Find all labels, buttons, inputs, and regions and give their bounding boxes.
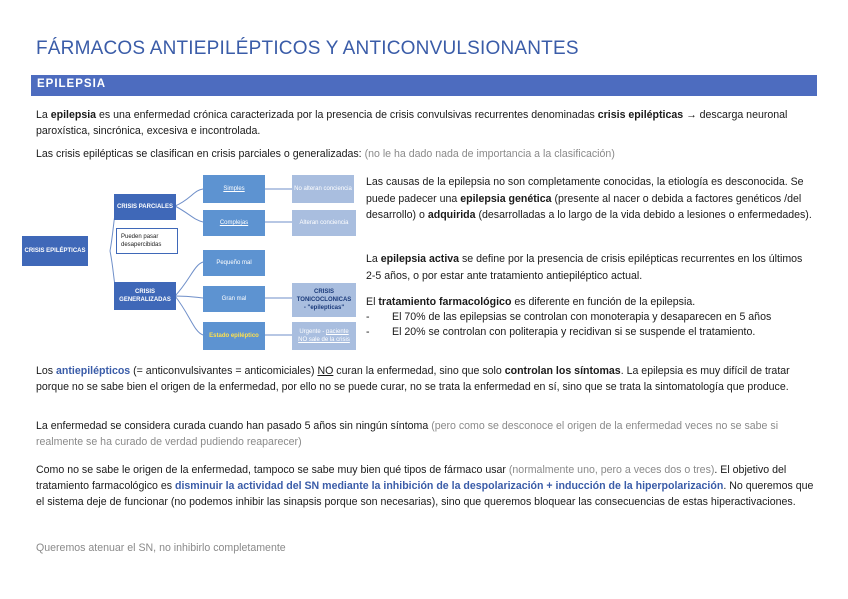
paragraph-definition: La epilepsia es una enfermedad crónica caracterizada por la presencia de crisis convulsivas recurrentes denominadas crisis epilépticas → descarga neuronal paroxística, sincrónica, excesiva e incontrolada. bbox=[36, 109, 788, 137]
paragraph-objective: Como no se sabe le origen de la enfermedad, tampoco se sabe muy bien qué tipos de fármaco usar (normalmente uno, pero a veces dos o tres). El objetivo del tratamiento farmacológico es disminuir la actividad del SN mediante la inhibición de la despolarización + inducción de la hiperpolarización. No queremos que el sistema deje de funcionar (no podemos inhibir las sinapsis porque son necesarias), sino que queremos bloquear las consecuencias de estas hiperactivaciones. bbox=[36, 464, 814, 508]
diagram-generalizadas: CRISIS GENERALIZADAS bbox=[114, 282, 176, 310]
paragraph-antiepileptics: Los antiepilépticos (= anticonvulsivantes = anticomiciales) NO curan la enfermedad, sino que solo controlan los síntomas. La epilepsia es muy difícil de tratar porque no se sabe bien el origen de la enfermedad, por ello no se puede curar, no se trata la enfermedad en sí, sino que se trata la sintomatología que produce. bbox=[36, 365, 790, 393]
diagram-no-alteran: No alteran conciencia bbox=[292, 175, 354, 203]
page-title: FÁRMACOS ANTIEPILÉPTICOS Y ANTICONVULSIONANTES bbox=[36, 38, 579, 59]
diagram-simples: Simples bbox=[203, 175, 265, 203]
paragraph-cure: La enfermedad se considera curada cuando han pasado 5 años sin ningún síntoma (pero como se desconoce el origen de la enfermedad veces no se sabe si realmente se ha curado de verdad pudiendo reaparecer) bbox=[36, 420, 779, 448]
paragraph-active: La epilepsia activa se define por la presencia de crisis epilépticas recurrentes en los últimos 2-5 años, o por estar ante tratamiento antiepiléptico actual. bbox=[366, 253, 803, 282]
diagram-note: Pueden pasar desapercibidas bbox=[116, 228, 178, 254]
diagram-estado: Estado epiléptico bbox=[203, 322, 265, 350]
section-banner bbox=[31, 75, 817, 96]
section-title: EPILEPSIA bbox=[37, 78, 107, 90]
paragraph-causes: Las causas de la epilepsia no son completamente conocidas, la etiología es desconocida. Se puede padecer una epilepsia genética (presente al nacer o debida a factores genéticos /del desarrollo) o adquirida (desarrolladas a lo largo de la vida debido a lesiones o enfermedades). bbox=[366, 176, 812, 222]
diagram-parciales: CRISIS PARCIALES bbox=[114, 194, 176, 220]
diagram-urgente: Urgente - paciente NO sale de la crisis bbox=[292, 322, 356, 350]
list-item: - El 20% se controlan con politerapia y recidivan si se suspende el tratamiento. bbox=[366, 326, 756, 338]
classification-diagram bbox=[22, 170, 362, 352]
diagram-tonicoclonicas: CRISIS TONICOCLONICAS - "epilepticas" bbox=[292, 283, 356, 317]
diagram-pequeno-mal: Pequeño mal bbox=[203, 250, 265, 276]
paragraph-treatment: El tratamiento farmacológico es diferente en función de la epilepsia. - El 70% de las epilepsias se controlan con monoterapia y desaparecen en 5 años - El 20% se controlan con politerapia y recidivan si se suspende el tratamiento. bbox=[366, 295, 812, 340]
paragraph-closing: Queremos atenuar el SN, no inhibirlo completamente bbox=[36, 542, 286, 554]
diagram-complejas: Complejas bbox=[203, 210, 265, 236]
diagram-alteran: Alteran conciencia bbox=[292, 210, 356, 236]
diagram-gran-mal: Gran mal bbox=[203, 286, 265, 312]
list-item: - El 70% de las epilepsias se controlan con monoterapia y desaparecen en 5 años bbox=[366, 311, 772, 323]
paragraph-classification: Las crisis epilépticas se clasifican en crisis parciales o generalizadas: (no le ha dado nada de importancia a la clasificación) bbox=[36, 148, 615, 160]
diagram-root: CRISIS EPILÉPTICAS bbox=[22, 236, 88, 266]
